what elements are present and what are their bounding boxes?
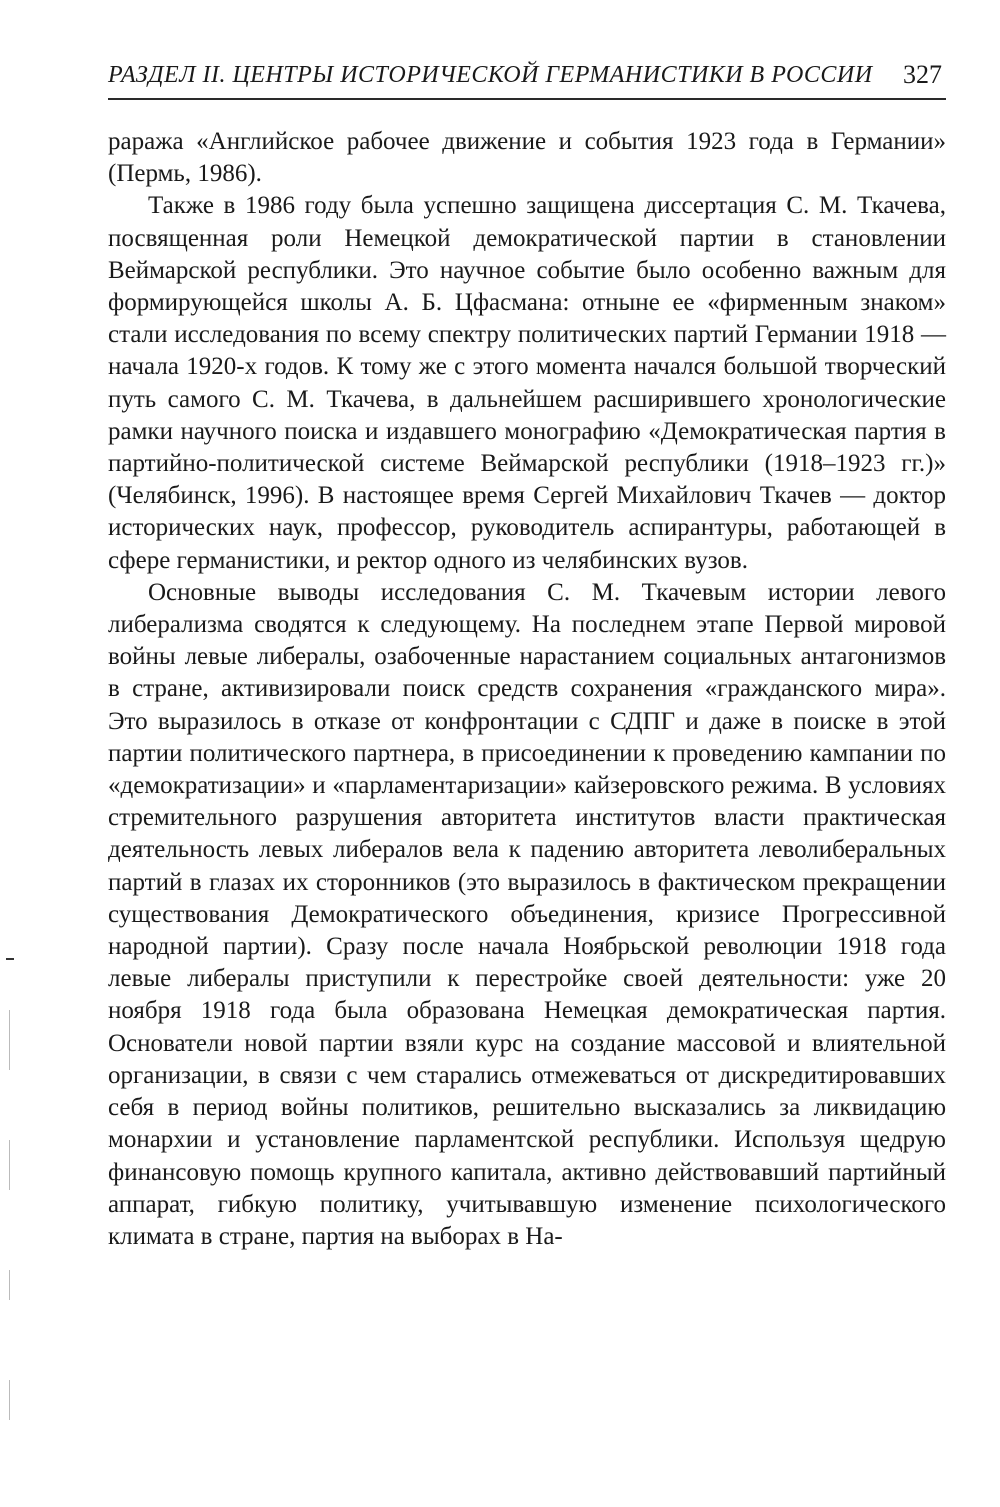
margin-mark [9,1010,10,1070]
body-text [108,126,946,1253]
page-header [108,52,946,100]
page-number: 327 [903,60,942,89]
margin-mark [6,958,14,960]
margin-mark [9,1270,10,1300]
paragraph: Основные выводы исследования С. М. Ткачевым истории левого либерализма сводятся к следующему. На последнем этапе Первой мировой войны левые либералы, озабоченные нарастанием социальных антагонизмов в стране, активизировали поиск средств сохранения «гражданского мира». Это выразилось в отказе от конфронтации с СДПГ и даже в поиске в этой партии политического партнера, в присоединении к проведению кампании по «демократизации» и «парламентаризации» кайзеровского режима. В условиях стремительного разрушения авторитета институтов власти практическая деятельность левых либералов вела к падению авторитета леволиберальных партий в глазах их сторонников (это выразилось в фактическом прекращении существования Демократического объединения, кризисе Прогрессивной народной партии). Сразу после начала Ноябрьской революции 1918 года левые либералы приступили к перестройке своей деятельности: уже 20 ноября 1918 года была образована Немецкая демократическая партия. Основатели новой партии взяли курс на создание массовой и влиятельной организации, в связи с чем старались отмежеваться от дискредитировавших себя в период войны политиков, решительно высказались за ликвидацию монархии и установление парламентской республики. Используя щедрую финансовую помощь крупного капитала, активно действовавший партийный аппарат, гибкую политику, учитывавшую изменение психологического климата в стране, партия на выборах в На- [108,578,946,1250]
paragraph: Также в 1986 году была успешно защищена диссертация С. М. Ткачева, посвященная роли Немецкой демократической партии в становлении Веймарской республики. Это научное событие было особенно важным для формирующейся школы А. Б. Цфасмана: отныне ее «фирменным знаком» стали исследования по всему спектру политических партий Германии 1918 — начала 1920-х годов. К тому же с этого момента начался большой творческий путь самого С. М. Ткачева, в дальнейшем расширившего хронологические рамки научного поиска и издавшего монографию «Демократическая партия в партийно-политической системе Веймарской республики (1918–1923 гг.)» (Челябинск, 1996). В настоящее время Сергей Михайлович Ткачев — доктор исторических наук, профессор, руководитель аспирантуры, работающей в сфере германистики, и ректор одного из челябинских вузов. [108,192,946,574]
margin-mark [9,1140,10,1190]
paragraph-continuation: раража «Английское рабочее движение и события 1923 года в Германии» (Пермь, 1986). [108,128,946,188]
margin-mark [9,1380,10,1420]
running-head: РАЗДЕЛ II. ЦЕНТРЫ ИСТОРИЧЕСКОЙ ГЕРМАНИСТИКИ В РОССИИ [108,62,873,88]
